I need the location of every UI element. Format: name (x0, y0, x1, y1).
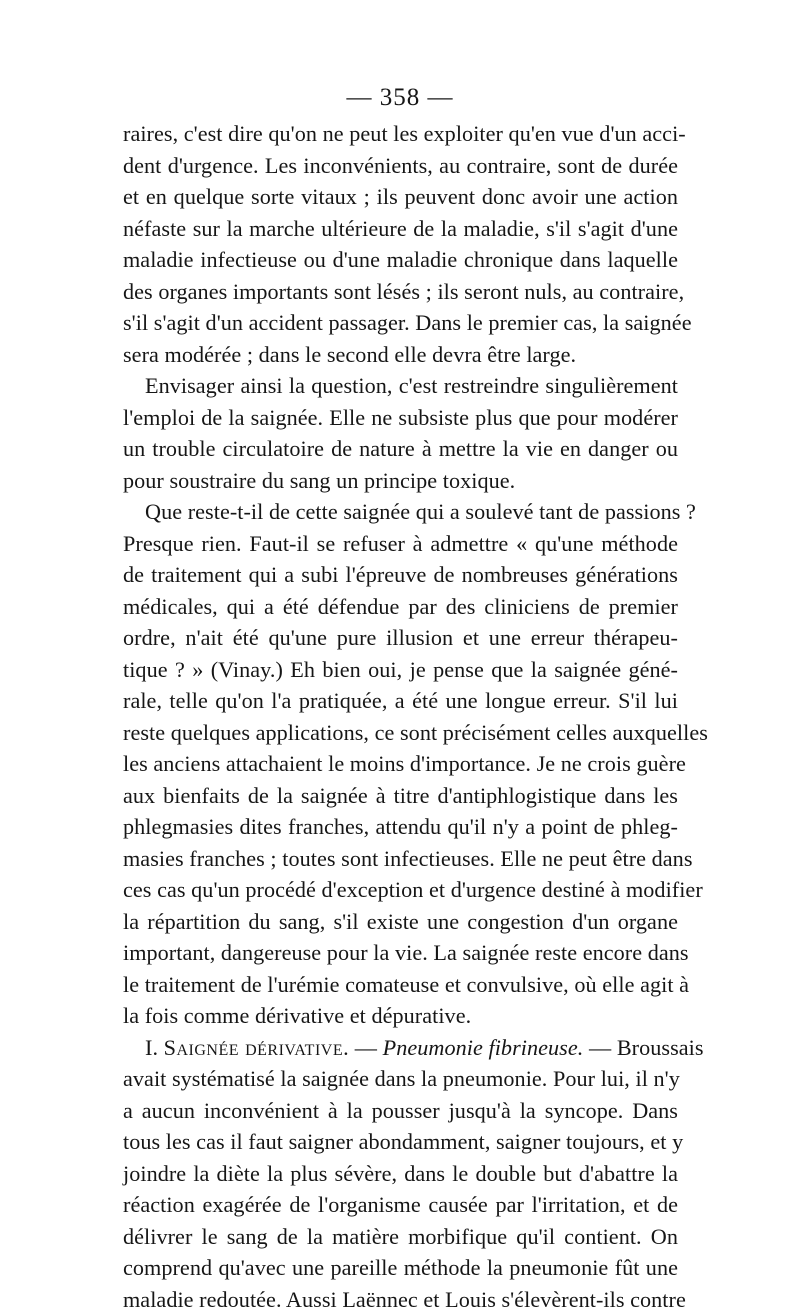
text-line: réaction exagérée de l'organisme causée par l'irritation, et de (123, 1192, 678, 1217)
heading-text: Broussais (616, 1034, 704, 1060)
text-line: pour soustraire du sang un principe toxique. (123, 467, 516, 493)
text-line: avait systématisé la saignée dans la pneumonie. Pour lui, il n'y (123, 1066, 680, 1091)
dash: — (588, 1034, 612, 1060)
text-line: comprend qu'avec une pareille méthode la pneumonie fût une (123, 1255, 678, 1280)
text-line: tous les cas il faut saigner abondamment, saigner toujours, et y (123, 1129, 684, 1154)
section-subject: Pneumonie fibrineuse. (382, 1034, 584, 1060)
page-number: — 358 — (346, 84, 454, 111)
text-line: les anciens attachaient le moins d'importance. Je ne crois guère (123, 751, 686, 776)
text-line: ordre, n'ait été qu'une pure illusion et une erreur thérapeu- (123, 625, 678, 650)
text-line: de traitement qui a subi l'épreuve de nombreuses générations (123, 562, 678, 587)
text-line: phlegmasies dites franches, attendu qu'il n'y a point de phleg- (123, 814, 678, 839)
text-line: a aucun inconvénient à la pousser jusqu'à la syncope. Dans (123, 1097, 678, 1123)
text-line: reste quelques applications, ce sont précisément celles auxquelles (123, 719, 708, 745)
dash: — (354, 1034, 378, 1060)
text-line: délivrer le sang de la matière morbifique qu'il contient. On (123, 1223, 678, 1249)
text-line: un trouble circulatoire de nature à mettre la vie en danger ou (123, 436, 678, 461)
text-line: maladie redoutée. Aussi Laënnec et Louis s'élevèrent-ils contre (123, 1286, 686, 1312)
text-line: des organes importants sont lésés ; ils seront nuls, au contraire, (123, 278, 685, 304)
text-line: joindre la diète la plus sévère, dans le double but d'abattre la (123, 1160, 678, 1186)
text-line: et en quelque sorte vitaux ; ils peuvent donc avoir une action (123, 184, 678, 209)
text-line: néfaste sur la marche ultérieure de la maladie, s'il s'agit d'une (123, 215, 678, 241)
text-line: Presque rien. Faut-il se refuser à admettre « qu'une méthode (123, 530, 678, 556)
text-line: dent d'urgence. Les inconvénients, au contraire, sont de durée (123, 152, 678, 178)
section-title: Saignée dérivative. (163, 1034, 350, 1060)
text-line: la répartition du sang, s'il existe une congestion d'un organe (123, 908, 678, 934)
text-line: Envisager ainsi la question, c'est restreindre singulièrement (145, 373, 678, 398)
text-line: ces cas qu'un procédé d'exception et d'urgence destiné à modifier (123, 877, 703, 902)
section-heading (145, 1032, 704, 1064)
text-line: important, dangereuse pour la vie. La saignée reste encore dans (123, 940, 689, 965)
text-line: la fois comme dérivative et dépurative. (123, 1003, 472, 1028)
text-line: sera modérée ; dans le second elle devra être large. (123, 341, 577, 367)
text-line: raires, c'est dire qu'on ne peut les exploiter qu'en vue d'un acci- (123, 121, 686, 146)
text-line: l'emploi de la saignée. Elle ne subsiste plus que pour modérer (123, 404, 678, 430)
text-line: rale, telle qu'on l'a pratiquée, a été une longue erreur. S'il lui (123, 688, 678, 713)
text-line: le traitement de l'urémie comateuse et convulsive, où elle agit à (123, 971, 690, 997)
section-number: I. (145, 1034, 159, 1060)
text-line: médicales, qui a été défendue par des cliniciens de premier (123, 593, 678, 619)
text-line: Que reste-t-il de cette saignée qui a soulevé tant de passions ? (145, 499, 696, 524)
text-line: aux bienfaits de la saignée à titre d'antiphlogistique dans les (123, 782, 678, 808)
text-line: maladie infectieuse ou d'une maladie chronique dans laquelle (123, 247, 678, 272)
text-line: masies franches ; toutes sont infectieuses. Elle ne peut être dans (123, 845, 693, 871)
text-line: s'il s'agit d'un accident passager. Dans le premier cas, la saignée (123, 310, 692, 335)
text-line: tique ? » (Vinay.) Eh bien oui, je pense que la saignée géné- (123, 656, 678, 682)
